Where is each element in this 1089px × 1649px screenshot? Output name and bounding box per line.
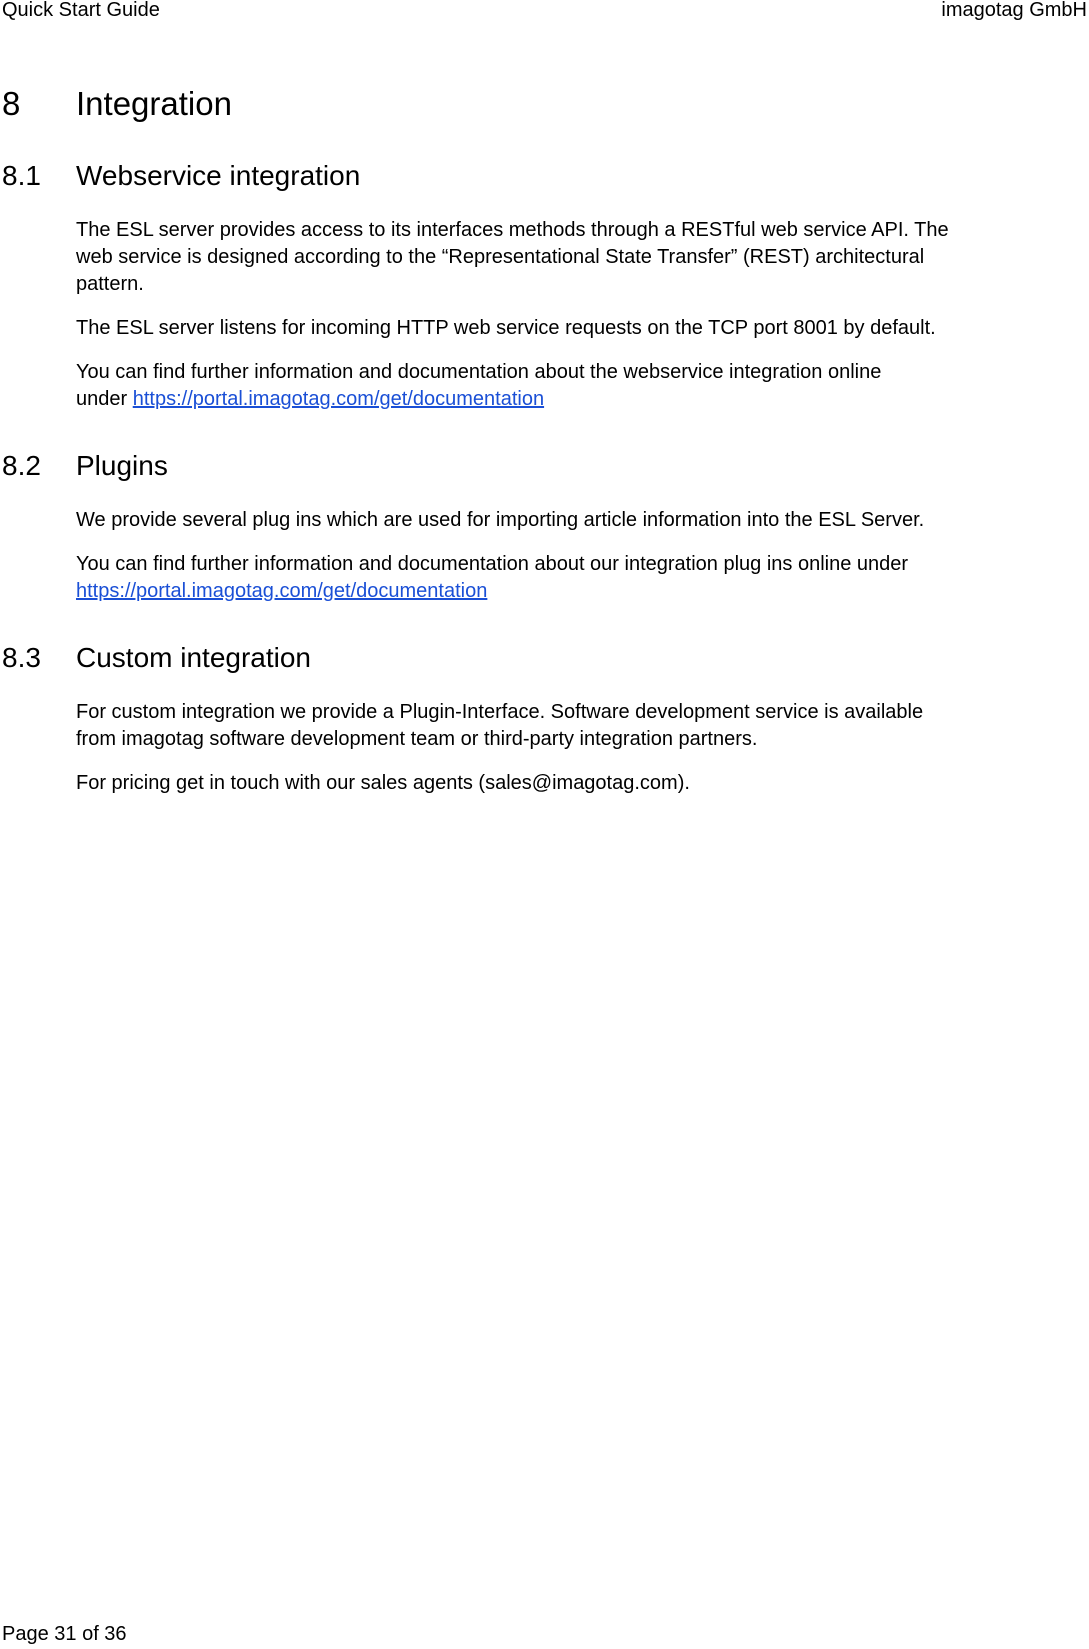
text-line: The ESL server provides access to its interfaces methods through a RESTful web service API. The — [76, 219, 949, 241]
documentation-link[interactable]: https://portal.imagotag.com/get/documentation — [132, 388, 545, 410]
text-line: from imagotag software development team or third-party integration partners. — [76, 728, 758, 750]
section-heading — [2, 84, 232, 124]
text-line: pattern. — [76, 273, 144, 295]
text-line: You can find further information and documentation about the webservice integration online — [76, 361, 882, 383]
text-line: You can find further information and documentation about our integration plug ins online under — [76, 553, 909, 575]
header-company: imagotag GmbH — [941, 0, 1087, 21]
text-line — [76, 386, 1088, 413]
paragraph-webservice-intro — [76, 217, 1088, 298]
documentation-link[interactable]: https://portal.imagotag.com/get/documentation — [76, 580, 488, 602]
subsection-number: 8.1 — [2, 160, 41, 191]
paragraph-custom-intro — [76, 699, 1088, 753]
subsection-title: Plugins — [76, 450, 168, 481]
subsection-heading-8-3 — [2, 641, 311, 675]
subsection-title: Custom integration — [76, 642, 312, 673]
text-prefix: under — [76, 388, 133, 410]
text-line — [76, 578, 1088, 605]
paragraph-plugins-docs — [76, 551, 1088, 605]
subsection-heading-8-1 — [2, 159, 360, 193]
header-doc-title: Quick Start Guide — [2, 0, 160, 21]
text-line: web service is designed according to the “Representational State Transfer” (REST) architectural — [76, 246, 925, 268]
section-title: Integration — [76, 85, 232, 122]
subsection-number: 8.3 — [2, 642, 41, 673]
section-number: 8 — [2, 85, 21, 122]
paragraph-webservice-docs — [76, 359, 1088, 413]
paragraph-webservice-port: The ESL server listens for incoming HTTP web service requests on the TCP port 8001 by default. — [76, 317, 936, 339]
paragraph-plugins-intro: We provide several plug ins which are used for importing article information into the ESL Server. — [76, 509, 925, 531]
subsection-title: Webservice integration — [76, 160, 361, 191]
paragraph-custom-pricing: For pricing get in touch with our sales agents (sales@imagotag.com). — [76, 772, 690, 794]
page-number: Page 31 of 36 — [2, 1623, 127, 1645]
subsection-heading-8-2 — [2, 449, 168, 483]
text-line: For custom integration we provide a Plugin-Interface. Software development service is available — [76, 701, 924, 723]
subsection-number: 8.2 — [2, 450, 41, 481]
